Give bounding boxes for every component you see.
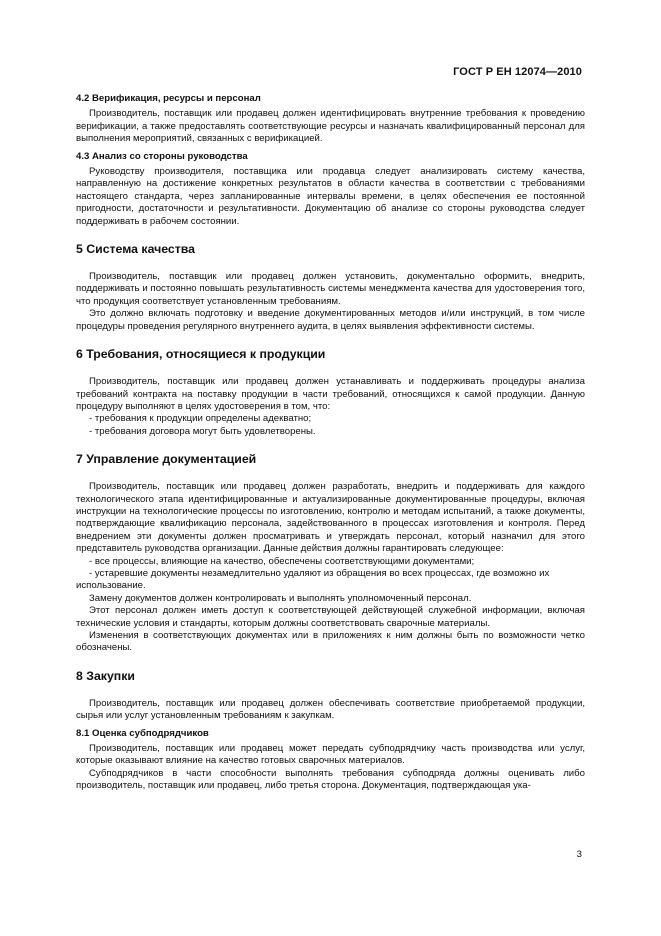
- paragraph: Производитель, поставщик или продавец должен идентифицировать внутренние требования к проведению верификации, а также предоставлять соответствующие ресурсы и назначать квалифицированный персонал для выполнения мероприятий, связанных с верификацией.: [76, 108, 585, 145]
- paragraph: Изменения в соответствующих документах или в приложениях к ним должны быть по возможности четко обозначены.: [76, 630, 585, 654]
- subsection-heading-4-2: 4.2 Верификация, ресурсы и персонал: [76, 93, 261, 104]
- paragraph: Производитель, поставщик или продавец должен разработать, внедрить и поддерживать для каждого технологического этапа идентифицированные и актуализированные документированные процедуры, включая инструкции на технологические процессы по изготовлению, контролю и методам испытаний, а также документы, подтверждающие квалификацию персонала, задействованного в процессах изготовления и контроля. Перед внедрением эти документы должен просматривать и утверждать персонал, который назначил для этого представитель руководства организации. Данные действия должны гарантировать следующее:: [76, 481, 585, 555]
- paragraph: Производитель, поставщик или продавец должен установить, документально оформить, внедрить, поддерживать и постоянно повышать результативность системы менеджмента качества для удостоверения того, что продукция соответствует установленным требованиям.: [76, 271, 585, 307]
- paragraph: Этот персонал должен иметь доступ к соответствующей действующей служебной информации, включая технические условия и стандарты, которым должны соответствовать сварочные материалы.: [76, 605, 585, 629]
- paragraph: Замену документов должен контролировать и выполнять уполномоченный персонал.: [89, 592, 472, 604]
- paragraph: Производитель, поставщик или продавец может передать субподрядчику часть производства или услуг, которые оказывают влияние на качество готовых сварочных материалов.: [76, 743, 585, 767]
- paragraph: Производитель, поставщик или продавец должен обеспечивать соответствие приобретаемой продукции, сырья или услуг установленным требованиям к закупкам.: [76, 697, 585, 722]
- paragraph: Производитель, поставщик или продавец должен устанавливать и поддерживать процедуры анализа требований контракта на поставку продукции в части требований, относящихся к самой продукции. Данную процедуру выполняют в целях удостоверения в том, что:: [76, 376, 585, 412]
- document-body: [76, 93, 585, 793]
- standard-number: ГОСТ Р ЕН 12074—2010: [453, 66, 582, 78]
- list-item: - устаревшие документы незамедлительно удаляют из обращения во всех процессах, где возможно их использование.: [76, 567, 550, 592]
- section-heading-8: 8 Закупки: [76, 668, 135, 683]
- section-heading-7: 7 Управление документацией: [76, 452, 257, 467]
- paragraph: Руководству производителя, поставщика или продавца следует анализировать систему качества, направленную на достижение конкретных результатов в области качества в соответствии с требованиями настоящего стандарта, через запланированные интервалы времени, в целях обеспечения ее постоянной пригодности, достаточности и результативности. Документацию об анализе со стороны руководства следует поддерживать в рабочем состоянии.: [76, 166, 585, 227]
- subsection-heading-4-3: 4.3 Анализ со стороны руководства: [76, 150, 248, 162]
- list-item: - требования к продукции определены адекватно;: [89, 413, 312, 425]
- requirements-list: [76, 413, 585, 438]
- section-heading-6: 6 Требования, относящиеся к продукции: [76, 347, 326, 362]
- section-heading-5: 5 Система качества: [76, 242, 196, 257]
- subsection-heading-8-1: 8.1 Оценка субподрядчиков: [76, 727, 209, 739]
- paragraph: Субподрядчиков в части способности выполнять требования субподряда должны оценивать либо производитель, поставщик или продавец, либо третья сторона. Документация, подтверждающая ука-: [76, 767, 585, 792]
- paragraph: Это должно включать подготовку и введение документированных методов и/или инструкций, в том числе процедуры проведения регулярного внутреннего аудита, в целях выявления эффективности системы.: [76, 308, 585, 332]
- guarantees-list: [76, 556, 585, 593]
- list-item: - требования договора могут быть удовлетворены.: [89, 425, 316, 437]
- page-number: 3: [576, 849, 582, 860]
- list-item: - все процессы, влияющие на качество, обеспечены соответствующими документами;: [89, 555, 475, 567]
